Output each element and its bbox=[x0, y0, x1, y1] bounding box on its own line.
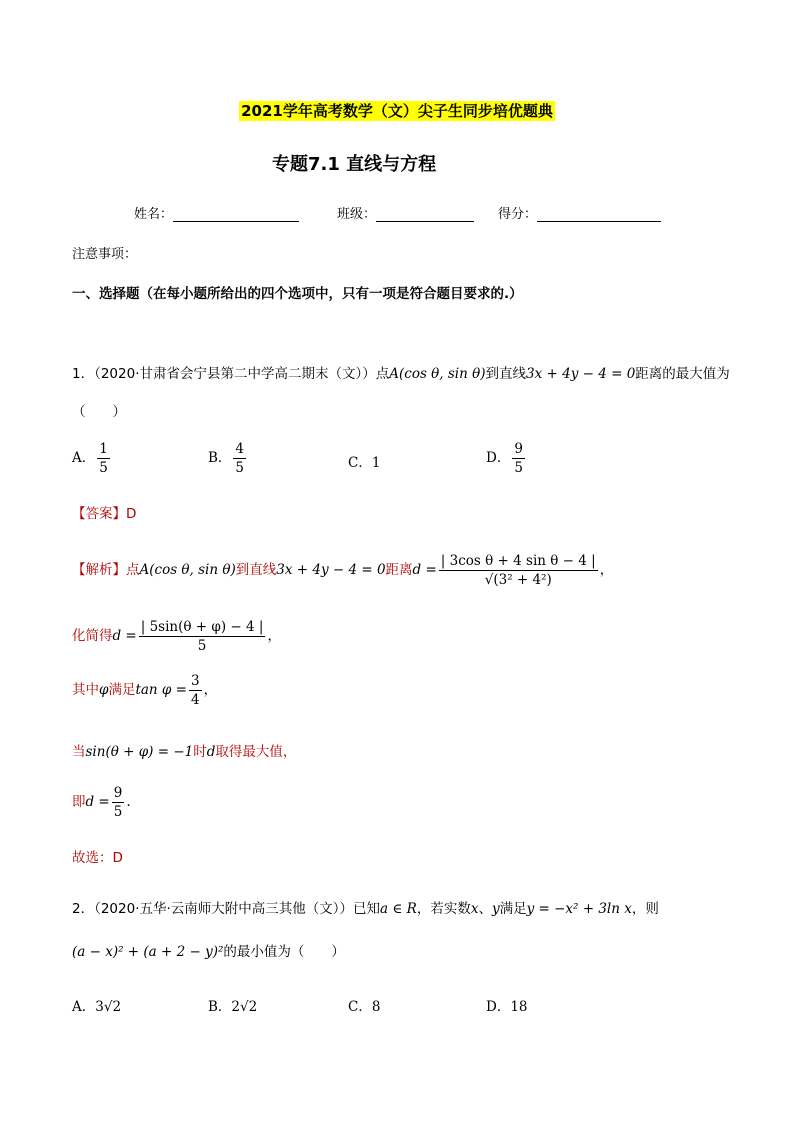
score-label: 得分： bbox=[498, 207, 538, 222]
q2-option-c: C．8 bbox=[348, 999, 381, 1015]
name-label: 姓名： bbox=[134, 207, 174, 222]
q1-answer bbox=[72, 502, 136, 522]
q1-step-3: 其中φ满足tan φ = $\frac{3}{4}$ ， bbox=[72, 673, 218, 708]
q1-option-c: C．1 bbox=[348, 455, 381, 471]
q1-step-4: 当sin(θ + φ) = −1时d取得最大值， bbox=[72, 744, 297, 760]
class-label: 班级： bbox=[337, 207, 377, 222]
class-blank[interactable] bbox=[376, 207, 474, 222]
q1-conclusion: 故选：D bbox=[72, 850, 123, 866]
q1-option-a: A． $\frac{1}{5}$ bbox=[72, 441, 108, 476]
answer-value: D bbox=[126, 506, 137, 522]
q2-stem-2: (a − x)² + (a + 2 − y)²的最小值为（ ） bbox=[72, 944, 345, 960]
q1-stem: 1．（2020·甘肃省会宁县第二中学高二期末（文））点A(cos θ, sin θ)到直线3x + 4y − 4 = 0距离的最大值为 bbox=[72, 366, 730, 382]
analysis-tag: 【解析】 bbox=[72, 562, 126, 578]
q1-line: 3x + 4y − 4 = 0 bbox=[526, 366, 636, 382]
answer-tag: 【答案】 bbox=[72, 506, 126, 522]
score-blank[interactable] bbox=[537, 207, 661, 222]
doc-title: 2021学年高考数学（文）尖子生同步培优题典 bbox=[241, 102, 553, 120]
q2-option-d: D．18 bbox=[486, 999, 528, 1015]
class-field bbox=[337, 203, 474, 222]
q2-option-b: B．2√2 bbox=[208, 999, 258, 1015]
q2-option-a: A．3√2 bbox=[72, 999, 122, 1015]
name-field bbox=[134, 203, 299, 222]
q1-analysis-1: 【解析】点A(cos θ, sin θ)到直线3x + 4y − 4 = 0距离d = $\frac{\text{| 3cos θ + 4 sin θ − 4 |}}{\text{√(3² + 4²)}}$ ， bbox=[72, 553, 614, 588]
doc-header bbox=[0, 100, 794, 121]
q2-stem: 2．（2020·五华·云南师大附中高三其他（文））已知a ∈ R，若实数x、y满足y = −x² + 3ln x，则 bbox=[72, 901, 659, 917]
q1-paren: （ ） bbox=[72, 404, 126, 420]
q1-step-5: 即d = $\frac{9}{5}$ . bbox=[72, 785, 131, 820]
q1-step-2: 化简得d = $\frac{| 5\sin(\theta + \varphi) - 4 |}{5}$ ， bbox=[72, 619, 281, 654]
q1-point: A(cos θ, sin θ) bbox=[389, 366, 486, 382]
q1-option-b: B． $\frac{4}{5}$ bbox=[208, 441, 245, 476]
notes-label: 注意事项： bbox=[72, 247, 138, 262]
section-heading: 一、选择题（在每小题所给出的四个选项中，只有一项是符合题目要求的.） bbox=[72, 286, 523, 302]
name-blank[interactable] bbox=[173, 207, 299, 222]
score-field bbox=[498, 203, 661, 222]
q1-option-d: D． $\frac{9}{5}$ bbox=[486, 441, 523, 476]
section-subtitle: 专题7.1 直线与方程 bbox=[272, 154, 437, 175]
